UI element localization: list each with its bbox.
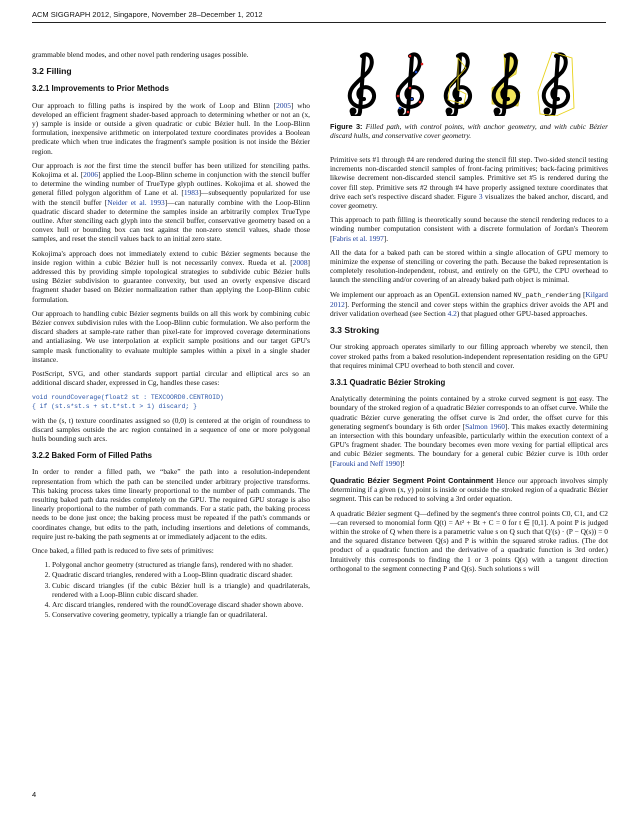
citation-link[interactable]: Farouki and Neff 1990 [332, 458, 400, 468]
paragraph: Kokojima's approach does not immediately extend to cubic Bézier segments because the inside region within a cubic Bézier hull is not necessarily convex. Rueda et al. [2008] addressed this by providing simple topological strategies to subdivide cubic Bézier hulls using Bézier subdivision to guarantee convexity, but used an overly expensive discard fragment shader based on Bézier normalization rather than applying the Loop-Blinn cubic formulation. [32, 248, 310, 304]
paragraph: with the (s, t) texture coordinates assigned so (0,0) is centered at the origin of roundness to discard samples outside the arc region contained in a sequence of one or more polygonal hulls bounding such arcs. [32, 415, 310, 443]
section-heading-stroking: 3.3 Stroking [330, 325, 380, 336]
left-column [32, 50, 310, 620]
treble-clef-figure [330, 50, 608, 116]
citation-link[interactable]: Neider et al. 1993 [107, 197, 165, 207]
citation-link[interactable]: 2006 [83, 170, 98, 180]
clef-anchor-geometry [446, 54, 471, 116]
code-line: void roundCoverage(float2 st : TEXCOORD0.CENTROID) [32, 393, 224, 401]
list-item: 3. Cubic discard triangles (if the cubic Bézier hull is a triangle) and quadrilaterals, rendered with a Loop-Blinn cubic discard shader. [52, 581, 310, 599]
subsection-heading-baked-form: 3.2.2 Baked Form of Filled Paths [32, 451, 153, 461]
citation-link[interactable]: 2005 [276, 100, 291, 110]
figure-3 [330, 50, 608, 140]
figure-label: Figure 3: [330, 122, 363, 131]
figure-caption [330, 122, 608, 140]
paragraph: Once baked, a filled path is reduced to five sets of primitives: [32, 545, 214, 555]
citation-link[interactable]: Fabris et al. 1997 [332, 233, 384, 243]
list-item: 2. Quadratic discard triangles, rendered with a Loop-Blinn quadratic discard shader. [52, 570, 310, 579]
paragraph: Our approach to filling paths is inspired by the work of Loop and Blinn [2005] who developed an efficient fragment shader-based approach to determining whether or not an (x, y) sample is inside or outside a given quadratic or cubic Bézier hull. In the Loop-Blinn formulation, inexpensive arithmetic on interpolated texture coordinates provides a Boolean predicate which when true indicates the fragment's sample position is not inside the Bézier region. [32, 100, 310, 156]
intro-paragraph: grammable blend modes, and other novel path rendering usages possible. [32, 50, 249, 59]
clef-cover-geometry [538, 52, 574, 116]
section-reference-link[interactable]: 4.2 [447, 309, 457, 319]
clef-control-points [397, 54, 424, 116]
extension-name: NV_path_rendering [513, 291, 581, 299]
figure-reference-link[interactable]: 3 [478, 191, 483, 201]
paragraph: Analytically determining the points contained by a stroke curved segment is not easy. The boundary of the stroked region of a quadratic Bézier corresponds to an offset curve. While the quadratic Bézier curve generating the offset curve is 2nd order, the offset curve for this generating segment's boundary is 6th order [Salmon 1960]. This makes exactly determining an intersection with this boundary unfeasible, particularly within the execution context of a GPU's fragment shader. The boundary becomes even more vexing for partial elliptical arcs and cubic Bézier segments. The boundary for a general cubic Bézier curve is 10th order [Farouki and Neff 1990]! [330, 394, 609, 468]
paragraph: A quadratic Bézier segment Q—defined by the segment's three control points C0, C1, and C2—can reversed to monomial form Q(t) = At² + Bt + C = 0 for t ∈ [0,1]. A point P is judged within the stroke of Q when there is a parametric value s on Q such that Q′(s) · (P − Q(s)) = 0 and the squared distance between Q(s) and P is within the squared stroke radius. (The dot product of a quadratic function and the derivative of a quadratic function is 3rd order.) Intuitively this corresponds to finding the 1 or 3 points Q(s) with a tangent direction orthogonal to the segment connecting P and Q(s). Such solutions s will [330, 508, 608, 573]
paragraph: Our stroking approach operates similarly to our filling approach whereby we stencil, then cover stroked paths from a baked resolution-independent representation residing on the GPU that requires minimal CPU overhead to both stencil and cover. [330, 342, 608, 370]
list-item: 5. Conservative covering geometry, typically a triangle fan or quadrilateral. [52, 610, 310, 619]
code-line: { if (st.s*st.s + st.t*st.t > 1) discard; } [32, 402, 197, 410]
primitive-list [32, 560, 310, 619]
paragraph: PostScript, SVG, and other standards support partial circular and elliptical arcs so an additional discard shader, expressed in Cg, handles these cases: [32, 369, 310, 388]
paragraph: Our approach to handling cubic Bézier segments builds on all this work by combining cubic Bézier convex subdivision rules with the Loop-Blinn cubic formulation. We also perform the discard shaders at sample-rate rather than pixel-rate for improved coverage determinations and antialiasing. We use interpolation at explicit sample positions and our target GPU's sample mask functionality to evaluate multiple samples within a pixel in a single shader instance. [32, 308, 310, 364]
paragraph: Primitive sets #1 through #4 are rendered during the stencil fill step. Two-sided stencil testing increments non-discarded stencil samples of front-facing primitives; back-facing primitives likewise decrement non-discarded stencil samples. Primitive set #5 is rendered during the cover fill step. Primitive sets #2 through #4 have properly assigned texture coordinates that drive each set's respective discard shader. Figure 3 visualizes the baked anchor, discard, and cover geometry. [330, 155, 608, 211]
citation-link[interactable]: Kilgard 2012 [330, 289, 608, 309]
subsection-heading-quadratic-stroking: 3.3.1 Quadratic Bézier Stroking [330, 378, 446, 388]
clef-discard-hulls [492, 54, 520, 116]
paragraph: We implement our approach as an OpenGL extension named NV_path_rendering [Kilgard 2012]. Performing the stencil and cover steps within the graphics driver avoids the API and driver validation overhead (see Section 4.2) that plagued other GPU-based approaches. [330, 289, 608, 319]
running-head: ACM SIGGRAPH 2012, Singapore, November 28–December 1, 2012 [32, 10, 606, 23]
citation-link[interactable]: Salmon 1960 [465, 421, 505, 431]
right-column [330, 155, 608, 578]
page-number: 4 [32, 790, 37, 799]
list-item: 4. Arc discard triangles, rendered with the roundCoverage discard shader shown above. [52, 600, 310, 609]
paragraph: Quadratic Bézier Segment Point Containment Hence our approach involves simply determining if a given (x, y) point is inside or outside the stroked region of a quadratic Bézier segment. This can be reduced to solving a 3rd order equation. [330, 475, 609, 504]
run-in-heading: Quadratic Bézier Segment Point Containment [330, 475, 494, 485]
citation-link[interactable]: 2008 [292, 257, 308, 267]
paragraph: All the data for a baked path can be stored within a single allocation of GPU memory to minimize the expense of stenciling or covering the path. Because the baked representation is completely resolution-independent, robust, and entirely on the GPU, the CPU overhead to launch the stenciling and/or covering of an already baked path object is minimal. [330, 247, 608, 285]
list-item: 1. Polygonal anchor geometry (structured as triangle fans), rendered with no shader. [52, 560, 310, 569]
paragraph: Our approach is not the first time the stencil buffer has been utilized for stenciling paths. Kokojima et al. [2006] applied the Loop-Blinn scheme in conjunction with the stencil buffer to determine the winding number of TrueType glyph outlines. Kokojima et al. showed the general filled polygon algorithm of Lane et al. [1983]—subsequently popularized for use with the stencil buffer [Neider et al. 1993]—can naturally combine with the Loop-Blinn quadratic discard shader to determine the samples inside an arbitrarily complex TrueType outline. After stenciling each glyph into the stencil buffer, conservative geometry based on a convex hull or bounding box can test against the non-zero stencil values, shade those samples, and reset the stencil values back to an initial zero state. [32, 160, 310, 244]
paragraph: In order to render a filled path, we “bake” the path into a resolution-independent representation from which the path can be stenciled under arbitrary projective transforms. This baking process takes time linearly proportional to the number of path commands. The resulting baked path data resides completely on the GPU. The required GPU storage is also linearly proportional to the number of path commands. For a static path, the baking process needs to be done just once; the baking process must be repeated if the path's commands or coordinates change, but edits to the path, including insertions and deletions of commands, require just re-baking the path segments at or immediately adjacent to the edits. [32, 467, 310, 541]
subsection-heading-prior-methods: 3.2.1 Improvements to Prior Methods [32, 84, 169, 94]
figure-caption-text: Filled path, with control points, with anchor geometry, and with cubic Bézier discard hulls, and conservative cover geometry. [330, 122, 608, 141]
paragraph: This approach to path filling is theoretically sound because the stencil rendering reduces to a winding number computation consistent with a discrete formulation of Jordan's Theorem [Fabris et al. 1997]. [330, 215, 608, 243]
citation-link[interactable]: 1983 [183, 188, 199, 198]
clef-filled [350, 54, 375, 116]
section-heading-filling: 3.2 Filling [32, 66, 72, 77]
